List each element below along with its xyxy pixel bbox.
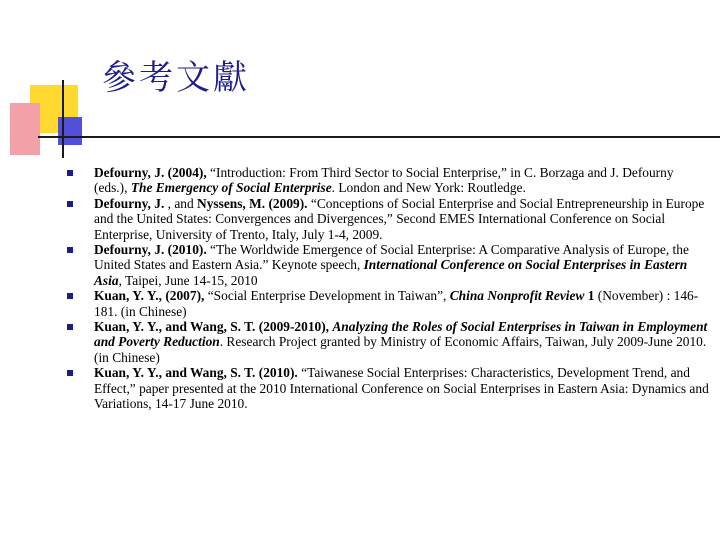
square-bullet-icon	[67, 170, 73, 176]
reference-text	[94, 165, 674, 195]
reference-text	[94, 319, 707, 365]
reference-list	[64, 165, 709, 412]
reference-item	[64, 288, 709, 319]
reference-text	[94, 288, 698, 318]
square-bullet-icon	[67, 293, 73, 299]
decor-pink-square	[10, 103, 40, 155]
square-bullet-icon	[67, 324, 73, 330]
reference-item	[64, 165, 709, 196]
reference-text	[94, 242, 689, 288]
reference-segment: Defourny, J. (2010).	[94, 242, 211, 258]
reference-segment: The Emergency of Social Enterprise	[130, 180, 332, 196]
reference-segment: “Social Enterprise Development in Taiwan”,	[207, 288, 450, 304]
square-bullet-icon	[67, 370, 73, 376]
reference-segment: China Nonprofit Review	[449, 288, 585, 304]
reference-item	[64, 196, 709, 242]
reference-segment: Analyzing the Roles of Social Enterprises in Taiwan in Employment and Poverty Reduction	[94, 319, 708, 350]
square-bullet-icon	[67, 247, 73, 253]
reference-segment: , and	[167, 195, 198, 211]
reference-segment: . London and New York: Routledge.	[331, 180, 526, 196]
decor-vertical-line	[62, 80, 64, 158]
reference-segment: Defourny, J. (2004),	[94, 165, 211, 180]
reference-segment: Kuan, Y. Y., and Wang, S. T. (2009-2010),	[94, 319, 333, 335]
reference-segment: Kuan, Y. Y., (2007),	[94, 288, 208, 304]
reference-segment: 1	[584, 288, 598, 304]
reference-text	[94, 196, 704, 242]
square-bullet-icon	[67, 201, 73, 207]
reference-item	[64, 242, 709, 288]
reference-segment: “The Worldwide Emergence of Social Enterprise: A Comparative Analysis of Europe, the United States and Eastern Asia.” Keynote speech,	[94, 242, 689, 273]
decor-horizontal-line	[38, 136, 720, 138]
reference-segment: Nyssens, M. (2009).	[197, 195, 311, 211]
reference-segment: “Taiwanese Social Enterprises: Characteristics, Development Trend, and Effect,” paper presented at the 2010 International Conference on Social Enterprises in Eastern Asia: Dynamics and Variations, 14-17 June 2010.	[94, 365, 709, 412]
reference-segment: Defourny, J.	[94, 195, 168, 211]
reference-item	[64, 365, 709, 411]
reference-segment: “Introduction: From Third Sector to Social Enterprise,” in C. Borzaga and J. Defourny (eds.),	[94, 165, 674, 196]
slide-title: 參考文獻	[102, 58, 250, 98]
reference-segment: “Conceptions of Social Enterprise and Social Entrepreneurship in Europe and the United States: Convergences and Divergences,” Second EMES International Conference on Social Enterprise, University of Trento, Italy, July 1-4, 2009.	[94, 195, 705, 242]
reference-segment: . Research Project granted by Ministry of Economic Affairs, Taiwan, July 2009-June 2010. (in Chinese)	[94, 334, 707, 365]
reference-segment: Kuan, Y. Y., and Wang, S. T. (2010).	[94, 365, 302, 381]
reference-item	[64, 319, 709, 365]
reference-segment: , Taipei, June 14-15, 2010	[118, 272, 258, 288]
reference-segment: (November) : 146-181. (in Chinese)	[94, 288, 699, 319]
reference-text	[94, 365, 709, 411]
reference-segment: International Conference on Social Enterprises in Eastern Asia	[94, 257, 688, 288]
